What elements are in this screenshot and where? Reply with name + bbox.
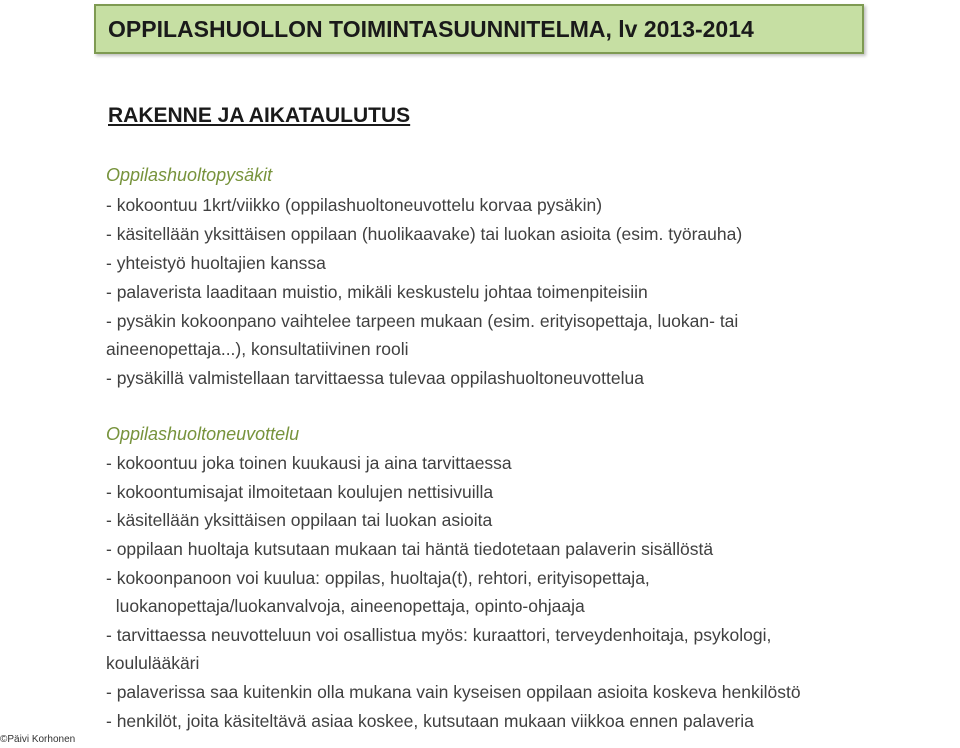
copyright-footer: ©Päivi Korhonen (0, 734, 76, 745)
subheading-pysakit: Oppilashuoltopysäkit (106, 165, 273, 185)
list-item: - yhteistyö huoltajien kanssa (106, 253, 326, 273)
list-item: - palaverista laaditaan muistio, mikäli keskustelu johtaa toimenpiteisiin (106, 282, 648, 302)
list-item: - käsitellään yksittäisen oppilaan (huolikaavake) tai luokan asioita (esim. työrauha) (106, 224, 743, 244)
list-item: - henkilöt, joita käsiteltävä asiaa koskee, kutsutaan mukaan viikkoa ennen palaveria (106, 711, 754, 731)
list-item: aineenopettaja...), konsultatiivinen rooli (106, 339, 409, 359)
subheading-neuvottelu: Oppilashuoltoneuvottelu (106, 424, 300, 444)
list-item: - oppilaan huoltaja kutsutaan mukaan tai häntä tiedotetaan palaverin sisällöstä (106, 539, 714, 559)
list-item: - käsitellään yksittäisen oppilaan tai luokan asioita (106, 510, 493, 530)
list-item: - kokoontumisajat ilmoitetaan koulujen nettisivuilla (106, 482, 494, 502)
list-item: - kokoontuu 1krt/viikko (oppilashuoltoneuvottelu korvaa pysäkin) (106, 195, 603, 215)
section-heading: RAKENNE JA AIKATAULUTUS (108, 104, 411, 127)
list-item: koululääkäri (106, 653, 200, 673)
list-item: - kokoontuu joka toinen kuukausi ja aina tarvittaessa (106, 453, 512, 473)
title-box (94, 4, 864, 54)
list-item: - kokoonpanoon voi kuulua: oppilas, huoltaja(t), rehtori, erityisopettaja, (106, 568, 650, 588)
list-item: - palaverissa saa kuitenkin olla mukana vain kyseisen oppilaan asioita koskeva henkilöstö (106, 682, 801, 702)
list-item: - tarvittaessa neuvotteluun voi osallistua myös: kuraattori, terveydenhoitaja, psykologi, (106, 625, 772, 645)
list-item: luokanopettaja/luokanvalvoja, aineenopettaja, opinto-ohjaaja (106, 596, 585, 616)
list-item: - pysäkillä valmistellaan tarvittaessa tulevaa oppilashuoltoneuvottelua (106, 368, 644, 388)
list-item: - pysäkin kokoonpano vaihtelee tarpeen mukaan (esim. erityisopettaja, luokan- tai (106, 311, 739, 331)
page-title: OPPILASHUOLLON TOIMINTASUUNNITELMA, lv 2013-2014 (108, 16, 754, 42)
